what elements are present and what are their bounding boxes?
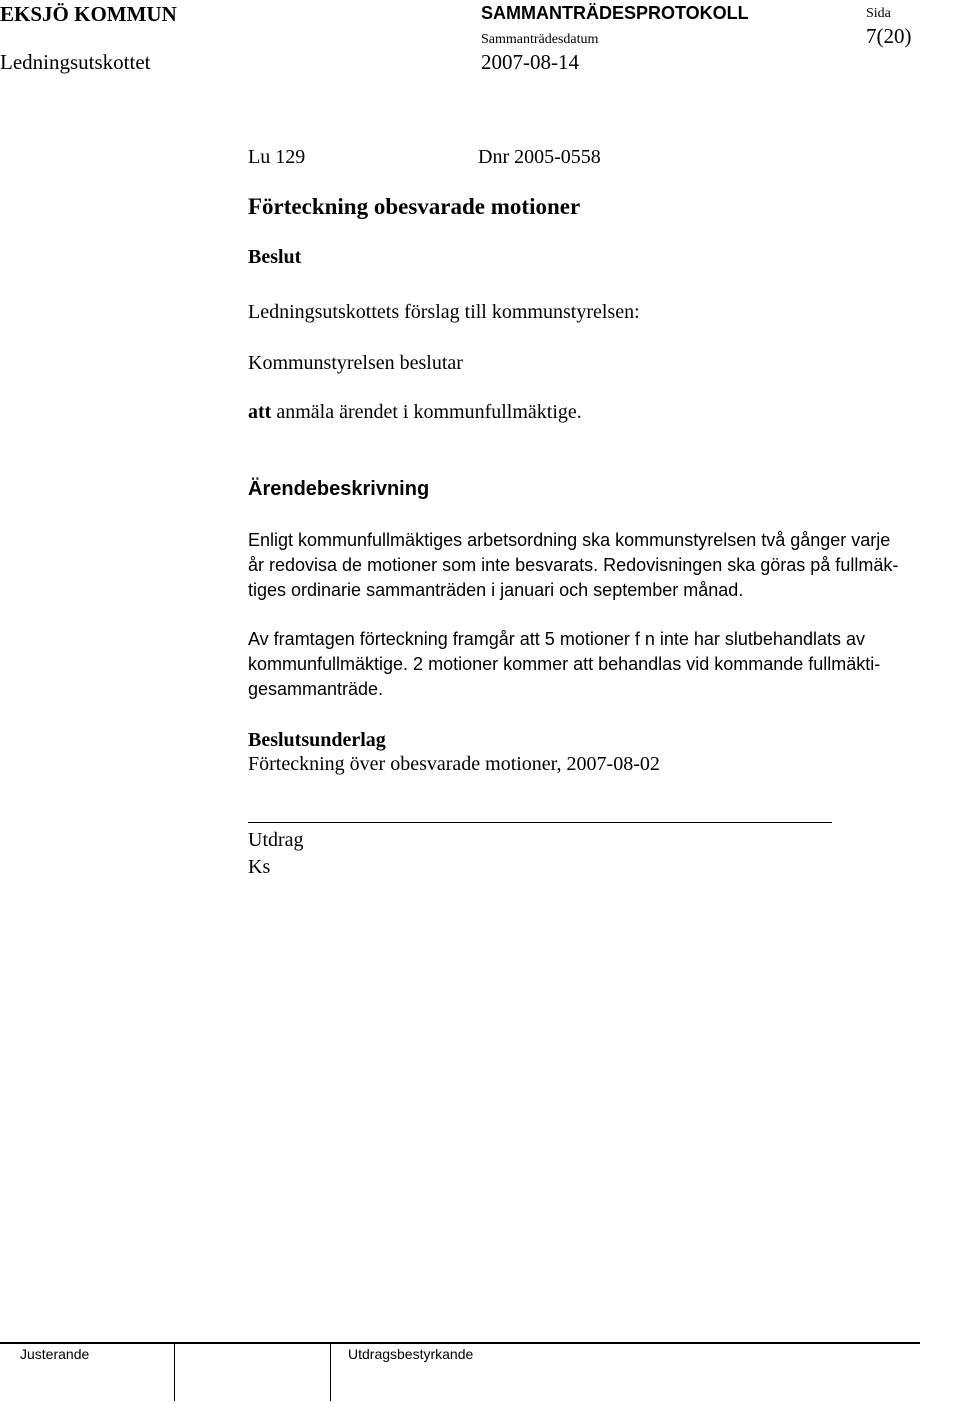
paragraph-line: år redovisa de motioner som inte besvarats. Redovisningen ska göras på fullmäk-	[248, 555, 899, 575]
footer-divider	[0, 1342, 920, 1344]
board-decides-line: Kommunstyrelsen beslutar	[248, 352, 463, 374]
certification-label: Utdragsbestyrkande	[348, 1346, 474, 1362]
basis-heading: Beslutsunderlag	[248, 729, 386, 751]
proposal-line: Ledningsutskottets förslag till kommunstyrelsen:	[248, 301, 640, 323]
basis-text: Förteckning över obesvarade motioner, 2007-08-02	[248, 753, 660, 775]
decision-att: att	[248, 401, 272, 423]
case-number: Lu 129	[248, 146, 306, 168]
paragraph-line: Av framtagen förteckning framgår att 5 motioner f n inte har slutbehandlats av	[248, 629, 866, 649]
adjusters-label: Justerande	[20, 1346, 90, 1362]
description-paragraph-1	[248, 528, 960, 603]
page-label: Sida	[866, 6, 891, 21]
paragraph-line: tiges ordinarie sammanträden i januari och september månad.	[248, 580, 744, 600]
dnr-number: Dnr 2005-0558	[478, 146, 601, 168]
extract-recipient: Ks	[248, 856, 271, 878]
document-type: SAMMANTRÄDESPROTOKOLL	[481, 3, 749, 23]
organization-name: EKSJÖ KOMMUN	[0, 2, 177, 26]
signature-divider	[330, 1344, 331, 1401]
page-number: 7(20)	[866, 24, 912, 48]
paragraph-line: gesammanträde.	[248, 679, 384, 699]
decision-line	[248, 401, 582, 424]
decision-heading: Beslut	[248, 246, 302, 268]
section-divider	[248, 822, 832, 823]
decision-text: anmäla ärendet i kommunfullmäktige.	[271, 401, 582, 423]
signature-divider	[174, 1344, 175, 1401]
item-title: Förteckning obesvarade motioner	[248, 194, 581, 219]
description-heading: Ärendebeskrivning	[248, 478, 430, 500]
extract-label: Utdrag	[248, 829, 304, 851]
description-paragraph-2	[248, 627, 960, 702]
extract-block	[248, 827, 304, 881]
committee-name: Ledningsutskottet	[0, 50, 151, 74]
meeting-date-label: Sammanträdesdatum	[481, 32, 599, 47]
meeting-date: 2007-08-14	[481, 50, 579, 74]
paragraph-line: Enligt kommunfullmäktiges arbetsordning ska kommunstyrelsen två gånger varje	[248, 530, 891, 550]
paragraph-line: kommunfullmäktige. 2 motioner kommer att behandlas vid kommande fullmäkti-	[248, 654, 881, 674]
